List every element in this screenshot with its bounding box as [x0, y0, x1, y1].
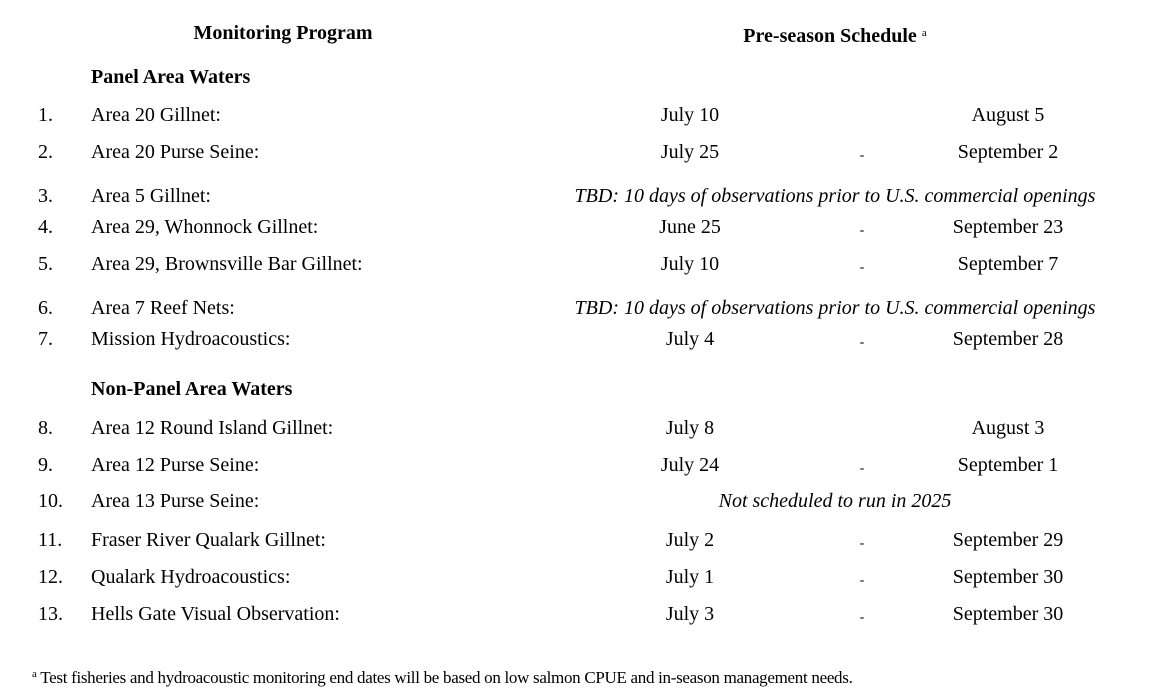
column-header-program: Monitoring Program — [193, 22, 373, 44]
end-date: September 23 — [952, 216, 1064, 238]
date-separator: - — [859, 573, 865, 588]
program-name: Area 20 Purse Seine: — [91, 141, 260, 163]
end-date: August 5 — [971, 104, 1045, 126]
program-name: Area 5 Gillnet: — [91, 185, 211, 207]
program-name: Mission Hydroacoustics: — [91, 328, 291, 350]
program-name: Area 12 Round Island Gillnet: — [91, 417, 334, 439]
footnote-marker: a — [921, 27, 927, 39]
start-date: July 25 — [660, 141, 720, 163]
program-name: Area 13 Purse Seine: — [91, 490, 260, 512]
row-number: 11. — [38, 529, 63, 551]
row-number: 5. — [38, 253, 53, 275]
program-name: Qualark Hydroacoustics: — [91, 566, 291, 588]
schedule-note: Not scheduled to run in 2025 — [718, 490, 952, 512]
end-date: September 30 — [952, 566, 1064, 588]
program-name: Area 20 Gillnet: — [91, 104, 221, 126]
start-date: July 4 — [665, 328, 715, 350]
start-date: July 2 — [665, 529, 715, 551]
date-separator: - — [859, 260, 865, 275]
end-date: September 28 — [952, 328, 1064, 350]
end-date: September 2 — [957, 141, 1059, 163]
footnote — [32, 662, 853, 690]
row-number: 2. — [38, 141, 53, 163]
date-separator: - — [859, 148, 865, 163]
start-date: July 8 — [665, 417, 715, 439]
program-name: Area 29, Brownsville Bar Gillnet: — [91, 253, 363, 275]
section-title: Panel Area Waters — [91, 66, 251, 88]
end-date: August 3 — [971, 417, 1045, 439]
row-number: 3. — [38, 185, 53, 207]
program-name: Area 12 Purse Seine: — [91, 454, 260, 476]
row-number: 4. — [38, 216, 53, 238]
row-number: 6. — [38, 297, 53, 319]
date-separator: - — [859, 536, 865, 551]
start-date: July 1 — [665, 566, 715, 588]
date-separator: - — [859, 223, 865, 238]
start-date: July 24 — [660, 454, 720, 476]
schedule-header-label: Pre-season Schedule — [743, 25, 917, 47]
program-name: Hells Gate Visual Observation: — [91, 603, 340, 625]
row-number: 1. — [38, 104, 53, 126]
column-header-schedule — [743, 21, 926, 48]
start-date: June 25 — [659, 216, 721, 238]
end-date: September 7 — [957, 253, 1059, 275]
end-date: September 29 — [952, 529, 1064, 551]
date-separator: - — [859, 461, 865, 476]
row-number: 9. — [38, 454, 53, 476]
row-number: 7. — [38, 328, 53, 350]
program-name: Area 7 Reef Nets: — [91, 297, 235, 319]
start-date: July 3 — [665, 603, 715, 625]
row-number: 13. — [38, 603, 63, 625]
row-number: 10. — [38, 490, 63, 512]
footnote-marker: a — [32, 668, 37, 680]
footnote-text: Test fisheries and hydroacoustic monitoring end dates will be based on low salmon CPUE and in-season management needs. — [40, 668, 853, 687]
program-name: Area 29, Whonnock Gillnet: — [91, 216, 319, 238]
program-name: Fraser River Qualark Gillnet: — [91, 529, 326, 551]
start-date: July 10 — [660, 104, 720, 126]
date-separator: - — [859, 335, 865, 350]
end-date: September 30 — [952, 603, 1064, 625]
schedule-note: TBD: 10 days of observations prior to U.S. commercial openings — [574, 185, 1096, 207]
row-number: 8. — [38, 417, 53, 439]
start-date: July 10 — [660, 253, 720, 275]
schedule-note: TBD: 10 days of observations prior to U.S. commercial openings — [574, 297, 1096, 319]
date-separator: - — [859, 610, 865, 625]
section-title: Non-Panel Area Waters — [91, 378, 293, 400]
row-number: 12. — [38, 566, 63, 588]
end-date: September 1 — [957, 454, 1059, 476]
